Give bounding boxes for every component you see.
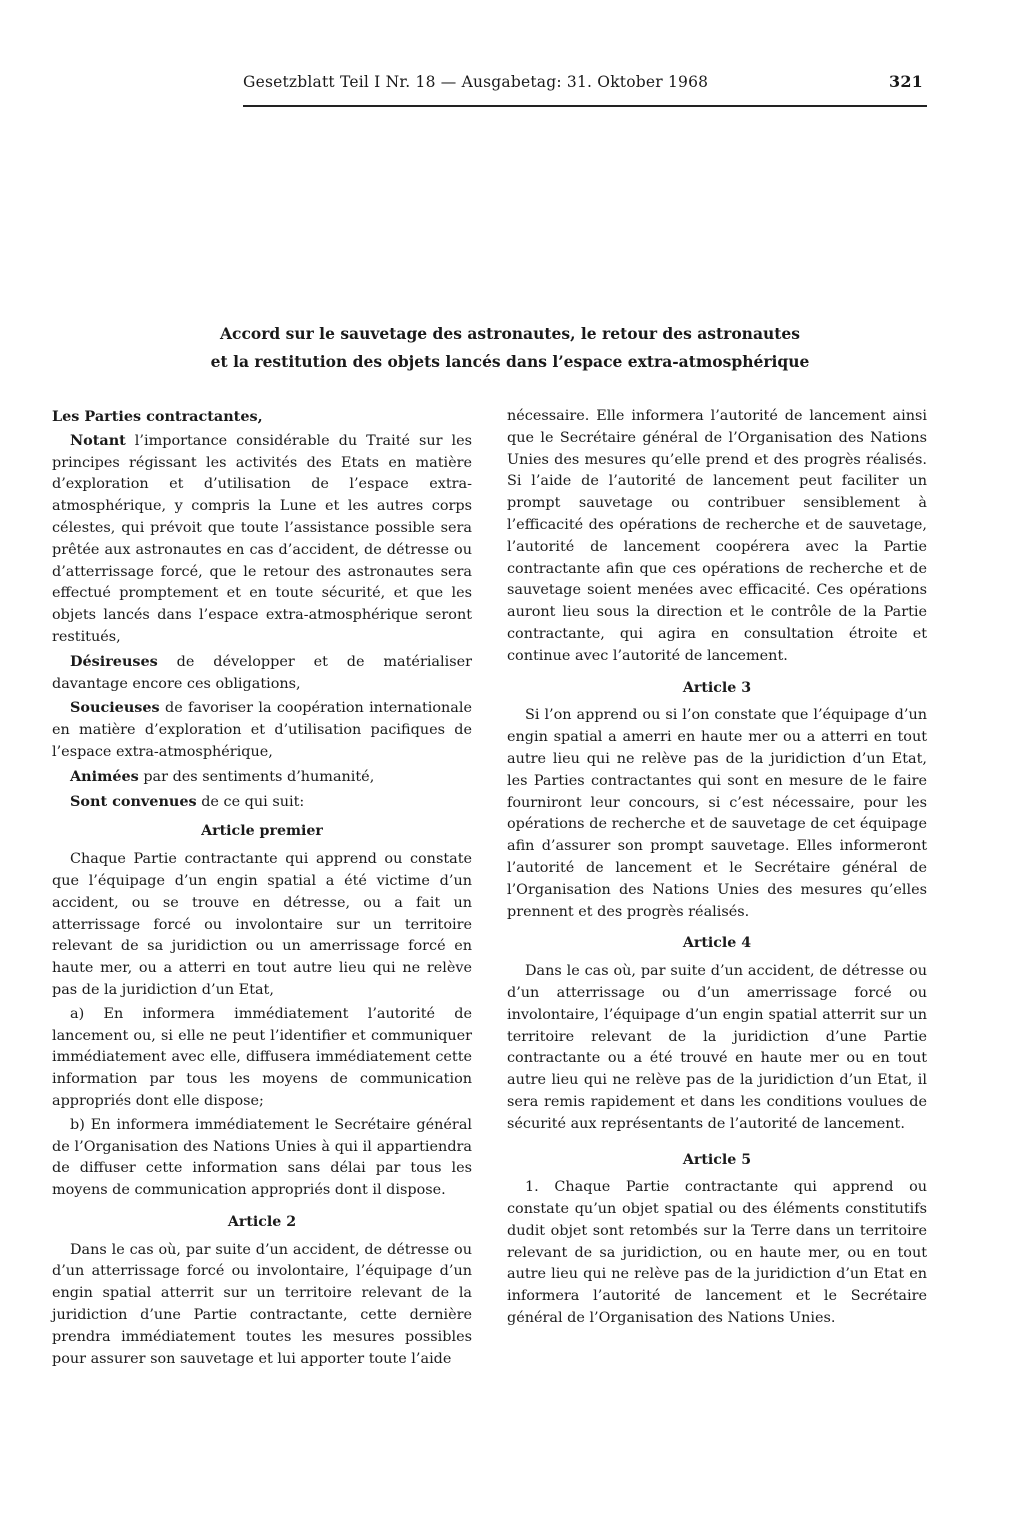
article-1-intro: Chaque Partie contractante qui apprend ou constate que l’équipage d’un engin spatial a été victime d’un accident, ou se trouve en détresse, ou a fait un atterrissage forcé ou involontaire sur un territoire relevant de sa juridiction ou un amerrissage forcé en haute mer, ou a atterri en tout autre lieu qui ne relève pas de la juridiction d’un Etat, [52, 851, 472, 998]
preamble-text-notant: l’importance considérable du Traité sur les principes régissant les activités des Etats en matière d’exploration et d’utilisation de l’espace extra-atmosphérique, y compris la Lune et les autres corps célestes, qui prévoit que toute l’assistance possible sera prêtée aux astronautes en cas d’accident, de détresse ou d’atterrissage forcé, que le retour des astronautes sera effectué promptement et en toute sécurité, et que les objets lancés dans l’espace extra-atmosphérique seront restitués, [52, 432, 472, 645]
article-1-item-a: a) En informera immédiatement l’autorité de lancement ou, si elle ne peut l’identifier et communiquer immédiatement avec elle, diffusera immédiatement cette information par tous les moyens de communication appropriés dont elle dispose; [52, 1005, 472, 1109]
preamble-paragraph-notant [52, 430, 472, 649]
article-1-heading: Article premier [201, 823, 323, 840]
running-header [243, 72, 923, 91]
keyword-desireuses: Désireuses [70, 652, 158, 670]
article-5-heading: Article 5 [682, 1151, 752, 1168]
article-5-text: 1. Chaque Partie contractante qui apprend ou constate qu’un objet spatial ou des éléments constitutifs dudit objet sont retombés sur la Terre dans un territoire relevant de sa juridiction, ou en haute mer, ou en tout autre lieu qui ne relève pas de la juridiction d’un Etat en informera l’autorité de lancement et le Secrétaire général de l’Organisation des Nations Unies. [507, 1179, 927, 1327]
keyword-notant: Notant [70, 431, 126, 449]
keyword-convenues: Sont convenues [70, 792, 197, 810]
article-1-item-b: b) En informera immédiatement le Secrétaire général de l’Organisation des Nations Unies à qui il appartiendra de diffuser cette information sans délai par tous les moyens de communication appropriés dont il dispose. [52, 1116, 472, 1199]
article-2-text-start: Dans le cas où, par suite d’un accident, de détresse ou d’un atterrissage forcé ou involontaire, l’équipage d’un engin spatial atterrit sur un territoire relevant de la juridiction d’une Partie contractante, cette dernière prendra immédiatement toutes les mesures possibles pour assurer son sauvetage et lui apporter toute l’aide [52, 1241, 472, 1367]
running-title: Gesetzblatt Teil I Nr. 18 — Ausgabetag: 31. Oktober 1968 [243, 73, 709, 91]
article-3-text: Si l’on apprend ou si l’on constate que l’équipage d’un engin spatial a amerri en haute mer ou a atterri en tout autre lieu qui ne relève pas de la juridiction d’un Etat, les Parties contractantes qui sont en mesure de le faire fourniront leur concours, si c’est nécessaire, pour les opérations de recherche et de sauvetage de cet équipage afin d’assurer son prompt sauvetage. Elles informeront l’autorité de lancement et le Secrétaire général de l’Organisation des Nations Unies des mesures qu’elles prennent et des progrès réalisés. [507, 707, 927, 920]
preamble-paragraph-animees [52, 766, 472, 789]
document-title [160, 320, 860, 376]
article-2-text-continued: nécessaire. Elle informera l’autorité de lancement ainsi que le Secrétaire général de l’Organisation des Nations Unies des mesures qu’elle prend et des progrès réalisés. Si l’aide de l’autorité de lancement peut faciliter un prompt sauvetage ou contribuer sensiblement à l’efficacité des opérations de recherche et de sauvetage, l’autorité de lancement coopérera avec la Partie contractante afin que ces opérations de recherche et de sauvetage soient menées avec efficacité. Ces opérations auront lieu sous la direction et le contrôle de la Partie contractante, qui agira en consultation étroite et continue avec l’autorité de lancement. [507, 408, 927, 664]
header-rule [243, 105, 927, 107]
preamble-parties: Les Parties contractantes, [52, 408, 263, 425]
article-2-heading: Article 2 [227, 1213, 297, 1230]
left-column [52, 406, 472, 1370]
preamble-paragraph-desireuses [52, 651, 472, 696]
preamble-text-convenues: de ce qui suit: [196, 793, 305, 810]
article-4-heading: Article 4 [682, 935, 752, 952]
keyword-soucieuses: Soucieuses [70, 699, 160, 717]
title-line-2: et la restitution des objets lancés dans l’espace extra-atmosphérique [210, 352, 810, 371]
preamble-text-soucieuses: de favoriser la coopération internationale en matière d’exploration et d’utilisation pacifiques de l’espace extra-atmosphérique, [52, 700, 472, 760]
preamble-paragraph-soucieuses [52, 697, 472, 763]
preamble-text-desireuses: de développer et de matérialiser davantage encore ces obligations, [52, 653, 472, 692]
preamble-text-animees: par des sentiments d’humanité, [138, 768, 375, 785]
page-number: 321 [889, 72, 923, 91]
right-column [507, 406, 927, 1330]
preamble-paragraph-convenues [52, 791, 472, 814]
article-3-heading: Article 3 [682, 679, 752, 696]
title-line-1: Accord sur le sauvetage des astronautes, le retour des astronautes [219, 324, 801, 343]
article-4-text: Dans le cas où, par suite d’un accident, de détresse ou d’un atterrissage ou d’un amerrissage forcé ou involontaire, l’équipage d’un engin spatial atterrit sur un territoire relevant de la juridiction d’une Partie contractante ou a été trouvé en haute mer ou en tout autre lieu qui ne relève pas de la juridiction d’un Etat, il sera remis rapidement et dans les conditions voulues de sécurité aux représentants de l’autorité de lancement. [507, 963, 927, 1132]
keyword-animees: Animées [70, 767, 139, 785]
